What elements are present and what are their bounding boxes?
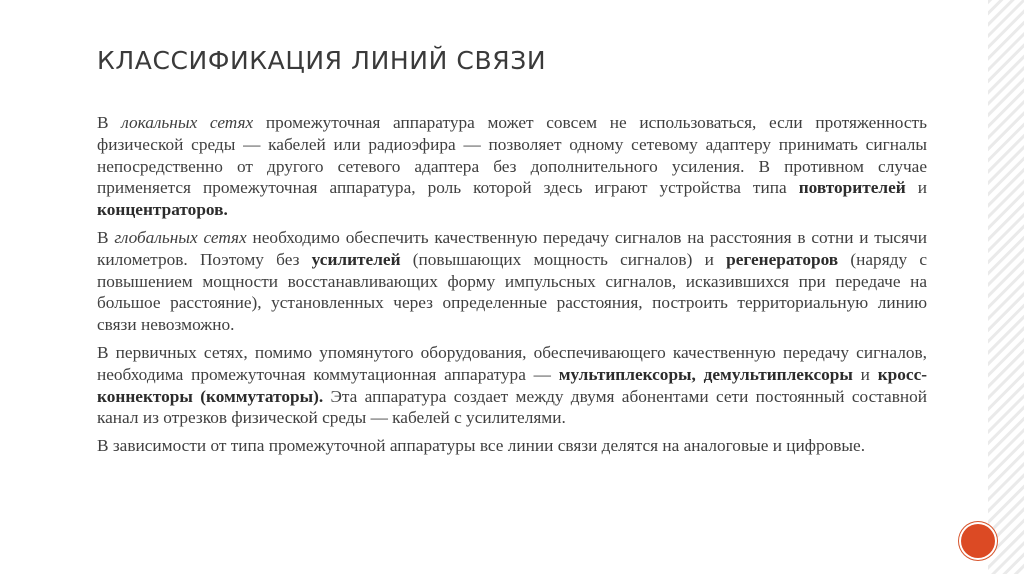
term-cross-connectors: кросс-коннекторы (коммутаторы).: [97, 364, 928, 406]
term-multiplexers: мультиплексоры, демультиплексоры: [558, 364, 853, 384]
term-repeaters: повторителей: [798, 178, 906, 198]
term-local-networks: локальных сетях: [121, 113, 254, 132]
term-amplifiers: усилителей: [311, 249, 401, 269]
diagonal-stripes-decoration: [988, 0, 1024, 574]
paragraph-global-networks: В глобальных сетях необходимо обеспечить качественную передачу сигналов на расстояния в сотни и тысячи километров. Поэтому без усилителей (повышающих мощность сигналов) и регенераторов (наряду с повышением мощности восстанавливающих форму импульсных сигналов, исказившихся при передаче на большое расстояние), установленных через определенные расстояния, построить территориальную линию связи невозможно.: [97, 227, 927, 335]
term-regenerators: регенераторов: [726, 249, 839, 269]
slide-title: КЛАССИФИКАЦИЯ ЛИНИЙ СВЯЗИ: [97, 46, 547, 75]
paragraph-local-networks: В локальных сетях промежуточная аппаратура может совсем не использоваться, если протяженность физической среды — кабелей или радиоэфира — позволяет одному сетевому адаптеру принимать сигналы непосредственно от другого сетевого адаптера без дополнительного усиления. В противном случае применяется промежуточная аппаратура, роль которой здесь играют устройства типа повторителей и концентраторов.: [97, 113, 927, 220]
paragraph-primary-networks: В первичных сетях, помимо упомянутого оборудования, обеспечивающего качественную передачу сигналов, необходима промежуточная коммутационная аппаратура — мультиплексоры, демультиплексоры и кросс-коннекторы (коммутаторы). Эта аппаратура создает между двумя абонентами сети постоянный составной канал из отрезков физической среды — кабелей с усилителями.: [97, 342, 928, 428]
slide-body: [97, 112, 927, 463]
paragraph-analog-digital: В зависимости от типа промежуточной аппаратуры все линии связи делятся на аналоговые и цифровые.: [97, 436, 866, 456]
term-global-networks: глобальных сетях: [114, 227, 247, 247]
term-hubs: концентраторов.: [97, 200, 228, 220]
orange-circle-icon: [961, 524, 995, 558]
